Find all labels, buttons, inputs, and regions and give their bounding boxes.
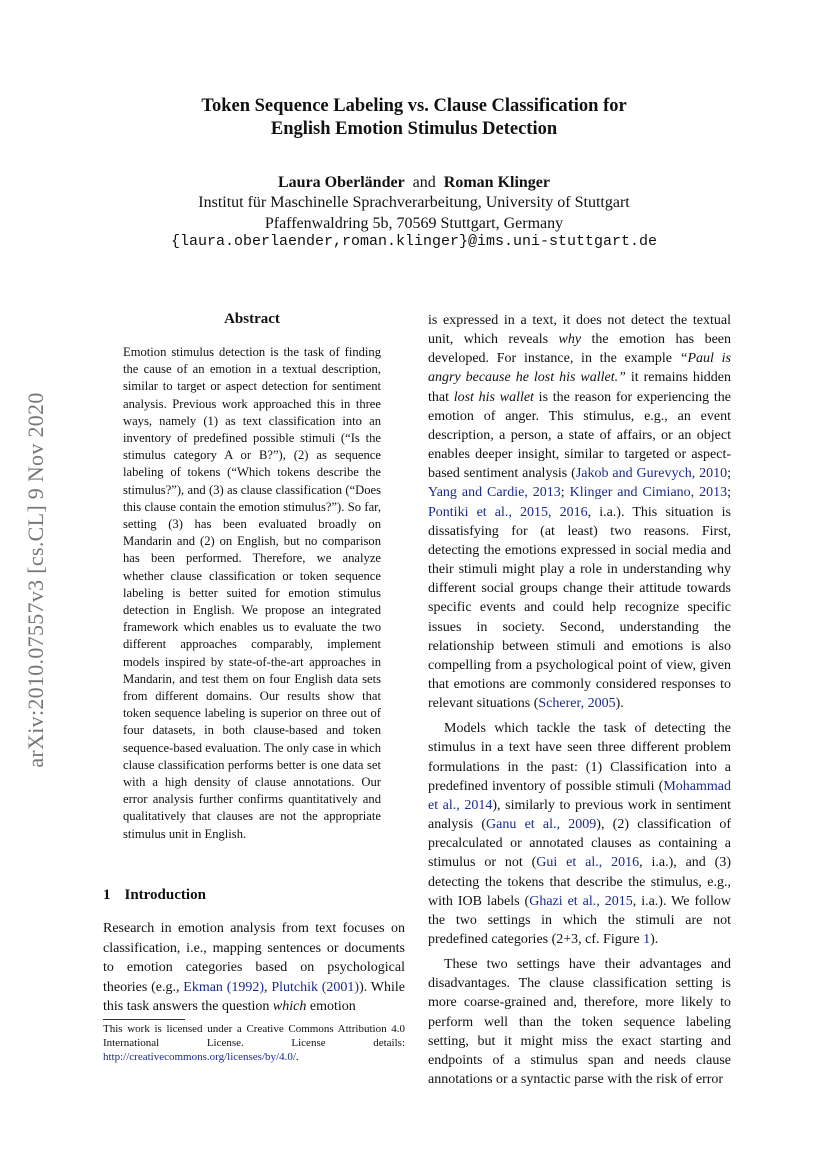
license-link[interactable]: http://creativecommons.org/licenses/by/4.0/ [103, 1051, 296, 1063]
citation-link[interactable]: Klinger and Cimiano, 2013 [569, 485, 728, 501]
intro-text: , [264, 979, 272, 995]
example-quote: “Paul is angry because he lost his wallet.” [428, 351, 731, 386]
footnote-text: . [295, 1051, 299, 1063]
body-text: ). [650, 932, 659, 947]
citation-link[interactable]: Ekman (1992) [183, 979, 265, 995]
body-text: is expressed in a text, it does not detect the textual unit, which reveals [428, 313, 731, 348]
citation-link[interactable]: Scherer, 2005 [538, 696, 616, 712]
body-text: ), similarly to previous work in sentiment analysis ( [428, 797, 731, 833]
section-number: 1 [103, 887, 111, 903]
body-text: , i.a.), and (3) detecting the tokens that describe the stimulus, e.g., with IOB labels ( [428, 855, 731, 909]
right-column [428, 311, 731, 1089]
body-text: the emotion has been developed. For instance, in the example [428, 332, 731, 367]
arxiv-stamp-text: arXiv:2010.07557v3 [cs.CL] 9 Nov 2020 [23, 392, 48, 768]
citation-link[interactable]: Yang and Cardie, 2013 [428, 485, 561, 501]
affiliation-line-2: Pfaffenwaldring 5b, 70569 Stuttgart, Germany [264, 214, 564, 232]
affiliation [90, 193, 738, 234]
paper-title [90, 95, 738, 141]
body-text: ; [727, 466, 732, 482]
citation-link[interactable]: Ghazi et al., 2015 [529, 893, 633, 909]
citation-link[interactable]: Plutchik (2001) [271, 979, 360, 995]
body-text: , i.a.). This situation is dissatisfying for (at least) two reasons. First, detecting the emotions expressed in social media and their stimuli might play a role in understanding why different social groups change their attitude towards specific events and could help recognize specific issues in society. Second, understanding the relationship between stimuli and emotions is also compelling from a psychological point of view, given that emotions are commonly considered responses to relevant situations ( [428, 504, 731, 712]
intro-text: Research in emotion analysis from text focuses on classification, i.e., mapping sentences or documents to emotion categories based on psychological theories (e.g., [103, 921, 405, 995]
emphasis-text: lost his wallet [453, 389, 534, 405]
author-line [90, 173, 738, 193]
paragraph: These two settings have their advantages and disadvantages. The clause classification setting is more coarse-grained and, therefore, more likely to perform well than the token sequence labeling setting, but it might miss the exact starting and endpoints of a stimulus span and needs clause annotations or a syntactic parse with the risk of error [428, 957, 731, 1088]
footnote-text: This work is licensed under a Creative Commons Attribution 4.0 International License. License details: [103, 1023, 405, 1049]
intro-text: emotion [306, 999, 356, 1015]
arxiv-stamp [18, 320, 54, 840]
citation-link[interactable]: Pontiki et al., 2015, 2016 [428, 504, 588, 520]
author-emails: {laura.oberlaender,roman.klinger}@ims.uni-stuttgart.de [170, 233, 658, 250]
body-text: , i.a.). We follow the two settings in which the stimuli are not predefined categories (2+3, cf. Figure [428, 893, 731, 947]
intro-paragraph-left [103, 919, 405, 1017]
emphasis-text: which [272, 999, 307, 1015]
citation-link[interactable]: Ganu et al., 2009 [486, 817, 597, 833]
title-line-1: Token Sequence Labeling vs. Clause Classification for [201, 96, 627, 116]
license-footnote [103, 1022, 405, 1064]
citation-link[interactable]: Mohammad et al., 2014 [428, 778, 731, 813]
body-text: ; [560, 485, 570, 501]
abstract-heading: Abstract [224, 311, 280, 327]
section-title: Introduction [124, 887, 206, 903]
body-text: ). [615, 696, 624, 712]
author-conjunction: and [412, 174, 436, 191]
footnote-rule [103, 1019, 185, 1020]
citation-link[interactable]: Jakob and Gurevych, 2010 [575, 466, 728, 482]
figure-link[interactable]: 1 [643, 932, 651, 947]
intro-text: ). While this task answers the question [103, 979, 405, 1015]
citation-link[interactable]: Gui et al., 2016 [536, 855, 640, 871]
emphasis-text: why [558, 332, 582, 348]
section-heading [103, 887, 206, 904]
paragraph [428, 719, 731, 949]
body-text: Models which tackle the task of detecting the stimulus in a text have seen three different problem formulations in the past: (1) Classification into a predefined inventory of possible stimuli ( [428, 721, 731, 794]
author-1: Laura Oberländer [278, 174, 405, 191]
body-text: ; [727, 485, 731, 501]
abstract-text: Emotion stimulus detection is the task of finding the cause of an emotion in a textual description, similar to target or aspect detection for sentiment analysis. Previous work approached this in three ways, namely (1) as text classification into an inventory of predefined possible stimuli (“Is the stimulus category A or B?”), (2) as sequence labeling of tokens (“Which tokens describe the stimulus?”), and (3) as clause classification (“Does this clause contain the emotion stimulus?”). So far, setting (3) has been evaluated broadly on Mandarin and (2) on English, but no comparison has been performed. Therefore, we analyze whether clause classification or token sequence labeling is better suited for emotion stimulus detection in English. We propose an integrated framework which enables us to evaluate the two different approaches comparably, implement models inspired by state-of-the-art approaches in Mandarin, and test them on four English data sets from different domains. Our results show that token sequence labeling is superior on three out of four datasets, in both clause-based and token sequence-based evaluation. The only case in which clause classification performs better is one data set with a high density of clause annotations. Our error analysis further confirms quantitatively and qualitatively that clauses are not the appropriate stimulus unit in English. [123, 345, 381, 841]
body-text: ), (2) classification of precalculated or annotated clauses as containing a stimulus or not ( [428, 817, 732, 871]
body-text: is the reason for experiencing the emotion of anger. This stimulus, e.g., an event description, a person, a state of affairs, or an object enables deeper insight, similar to targeted or aspect-based sentiment analysis ( [428, 389, 731, 482]
body-text: it remains hidden that [428, 370, 731, 405]
author-2: Roman Klinger [443, 174, 550, 191]
title-line-2: English Emotion Stimulus Detection [270, 119, 558, 139]
paragraph [428, 311, 731, 713]
affiliation-line-1: Institut für Maschinelle Sprachverarbeitung, University of Stuttgart [198, 194, 630, 211]
